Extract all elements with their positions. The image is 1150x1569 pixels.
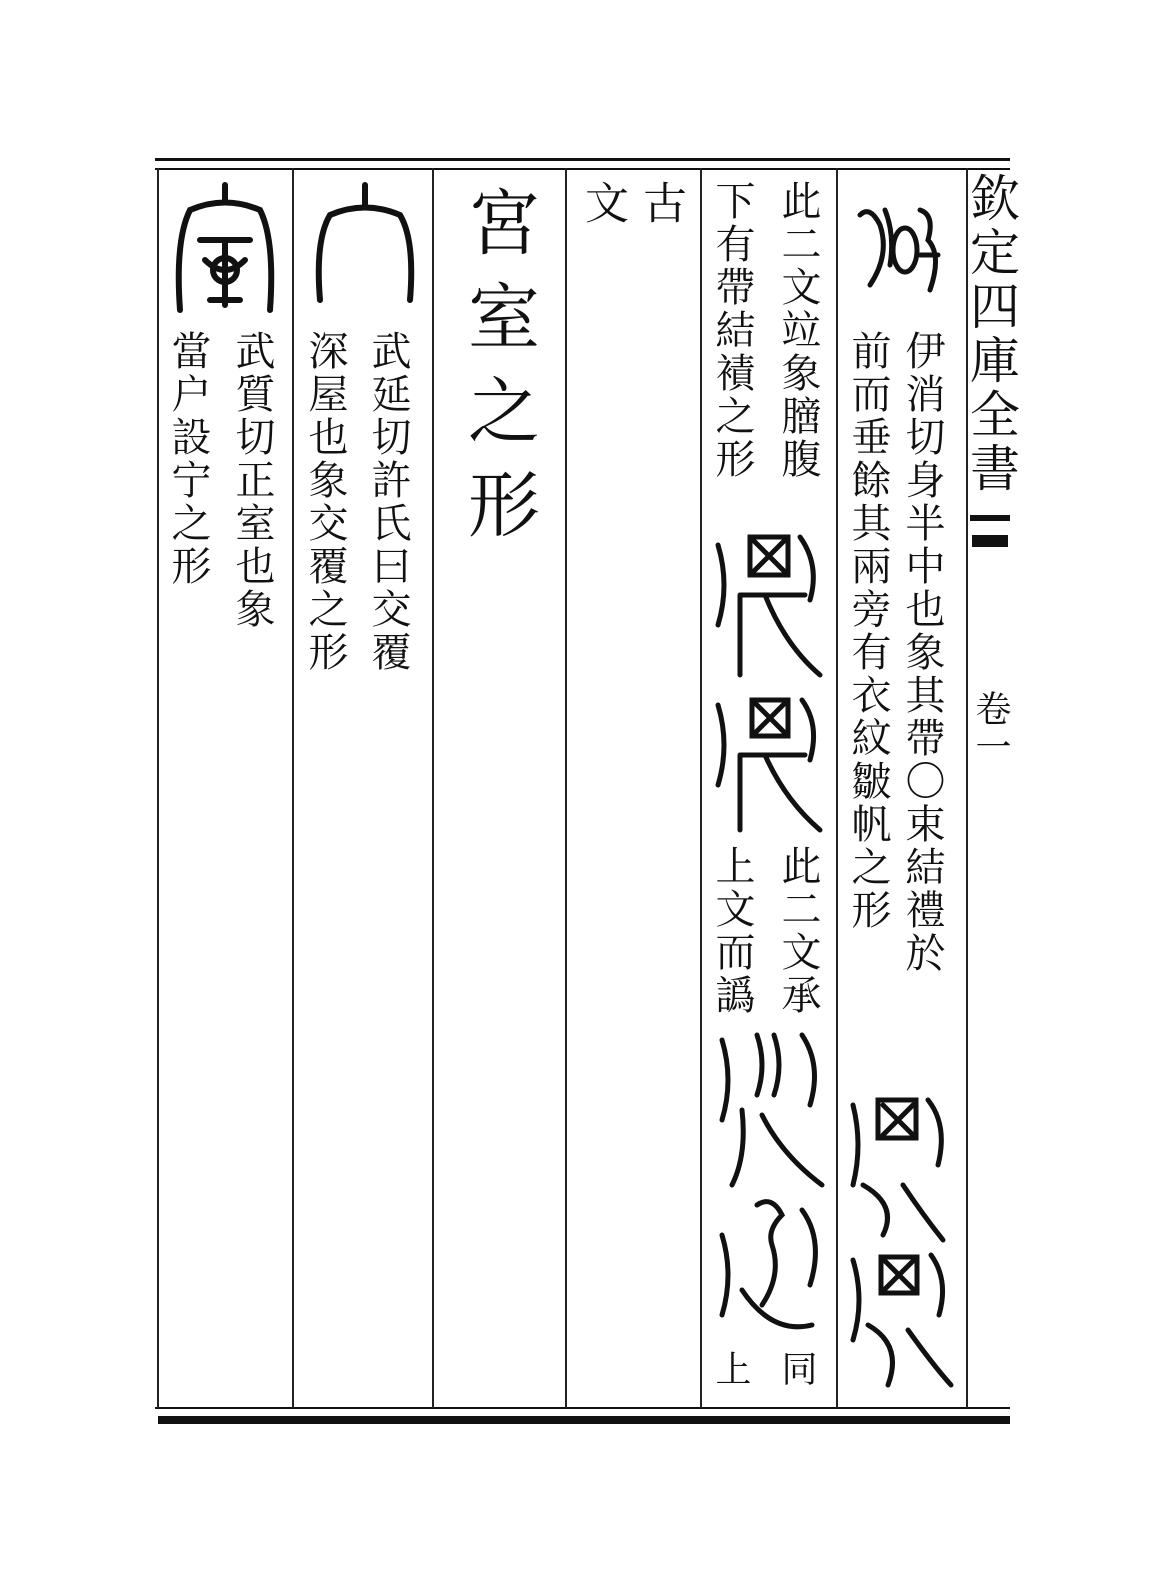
column-6-sub: 當户設宁之形 [165, 330, 211, 588]
seal-character-shi [170, 180, 280, 320]
seal-character-head [850, 195, 950, 315]
bottom-border [155, 1407, 1010, 1409]
column-2-top-right: 此二文竝象膪腹 [775, 180, 821, 481]
margin-title: 欽定四庫全書 [962, 172, 1020, 496]
column-2-end-left: 上 [710, 1350, 751, 1388]
column-5-sub: 深屋也象交覆之形 [302, 330, 348, 674]
column-2-end-right: 同 [776, 1350, 817, 1388]
seal-character-variant [843, 1245, 958, 1395]
column-line [836, 168, 838, 1408]
seal-character-variant [710, 525, 830, 690]
seal-character-variant [710, 690, 830, 840]
fishtail-mark [972, 535, 1008, 547]
top-border [155, 158, 1010, 161]
top-border-inner [155, 168, 1010, 170]
margin-volume: 卷一 [970, 690, 1011, 766]
column-5-main: 武延切許氏曰交覆 [365, 330, 411, 674]
column-3-right: 古 [635, 180, 686, 228]
column-1-main: 伊消切身半中也象其帶〇束結禮於 [899, 330, 945, 975]
column-2-mid-right: 此二文承 [775, 845, 821, 1017]
seal-character-mian [310, 180, 420, 315]
seal-character-variant [712, 1195, 832, 1345]
seal-character-variant [712, 1025, 832, 1190]
fishtail-mark [970, 515, 1010, 521]
bottom-border-thick [158, 1416, 1010, 1424]
column-line [432, 168, 434, 1408]
column-3-left: 文 [577, 180, 628, 228]
frame-left-line [157, 168, 159, 1408]
column-line [292, 168, 294, 1408]
column-1-sub: 前而垂餘其兩旁有衣紋皺帆之形 [845, 330, 891, 932]
section-heading: 宮室之形 [456, 185, 540, 561]
column-6-main: 武質切正室也象 [229, 330, 275, 631]
column-2-top-left: 下有帶結襀之形 [709, 180, 755, 481]
column-2-mid-left: 上文而譌 [709, 845, 755, 1017]
seal-character-variant [843, 1085, 958, 1245]
column-line [700, 168, 702, 1408]
column-line [565, 168, 567, 1408]
